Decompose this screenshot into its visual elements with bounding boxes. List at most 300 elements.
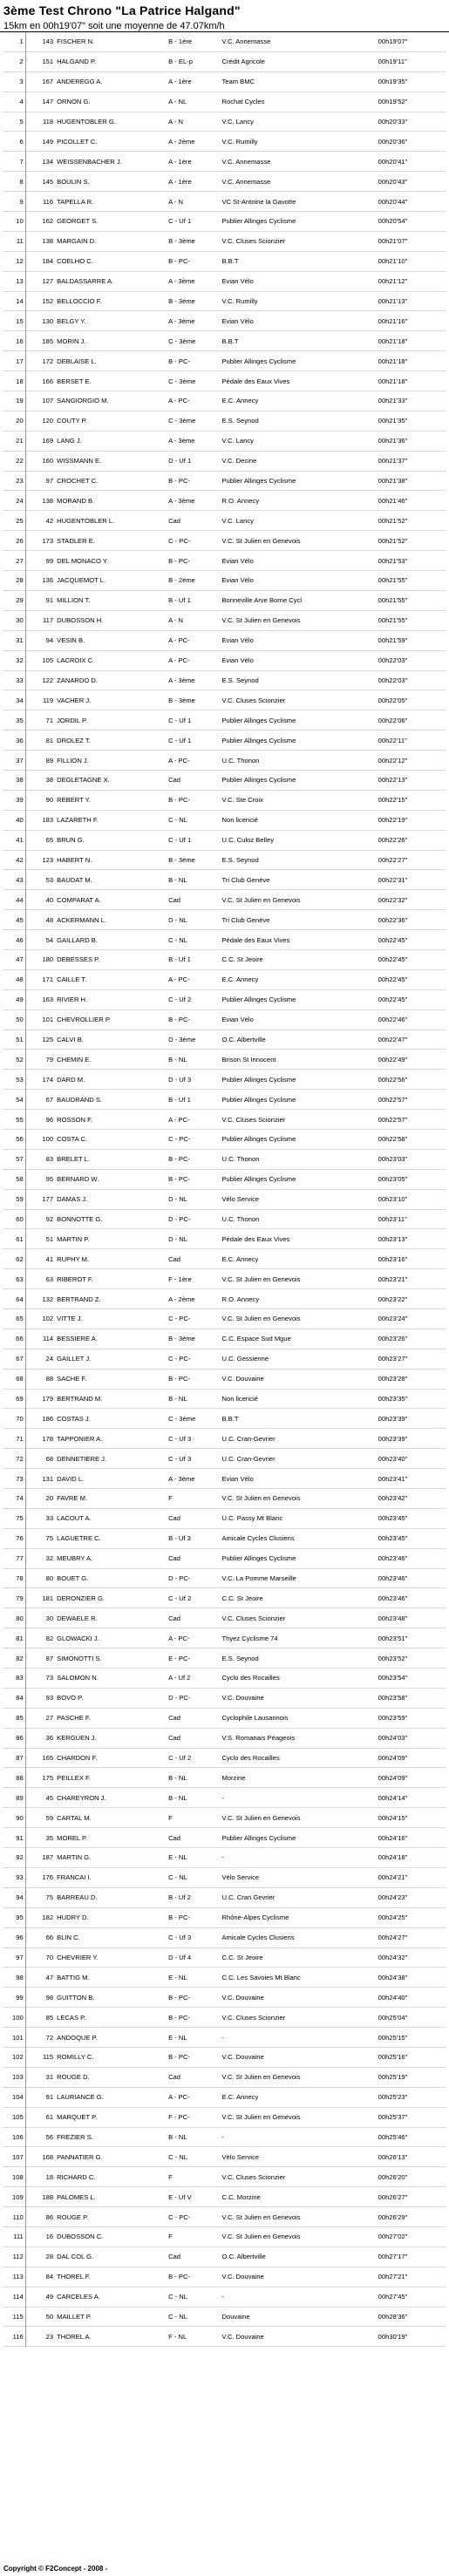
time-cell: 00h22'57" [378, 1115, 408, 1124]
club-cell: U.C. Cran-Gevrier [221, 1454, 276, 1463]
club-cell: Publier Allinges Cyclisme [221, 1554, 296, 1563]
category-cell: C - Uf 3 [168, 1434, 192, 1443]
category-cell: C - Uf 1 [168, 217, 192, 226]
rider-name-cell: COUTY P. [57, 417, 87, 425]
club-cell: Cyclo des Rocailles [221, 1674, 280, 1682]
table-row [3, 670, 446, 690]
bib-cell: 188 [42, 2192, 54, 2201]
rank-cell: 62 [3, 1249, 25, 1269]
rider-name-cell: DEBESSES P. [57, 955, 100, 964]
club-cell: V.C. Lancy [221, 516, 254, 525]
club-cell: Publier Allinges Cyclisme [221, 357, 296, 365]
bib-cell: 61 [45, 2113, 54, 2122]
club-cell: Vélo Service [221, 1873, 260, 1882]
bib-cell: 118 [43, 118, 54, 126]
bib-cell: 38 [45, 776, 54, 785]
time-cell: 00h22'47" [378, 1035, 408, 1043]
rank-cell: 70 [3, 1409, 25, 1429]
bib-cell: 32 [45, 1554, 54, 1563]
club-cell: Non licencié [221, 1395, 258, 1403]
rider-name-cell: HUGENTOBLER G. [57, 118, 116, 126]
category-cell: A - 3ème [168, 277, 195, 286]
bib-cell: 98 [45, 1993, 54, 2002]
table-row [3, 1867, 446, 1887]
table-row [3, 1229, 446, 1249]
table-row [3, 890, 446, 910]
time-cell: 00h24'16" [378, 1833, 408, 1842]
time-cell: 00h25'23" [378, 2093, 408, 2102]
rank-cell: 92 [3, 1848, 25, 1868]
category-cell: A - Uf 2 [168, 1674, 191, 1682]
category-cell: B - 2ème [168, 576, 195, 585]
club-cell: Publier Allinges Cyclisme [221, 217, 296, 226]
club-cell: Evian Vélo [221, 1474, 254, 1483]
bib-cell: 40 [45, 895, 54, 904]
category-cell: A - 3ème [168, 316, 195, 325]
rank-cell: 12 [3, 251, 25, 271]
club-cell: - [221, 2293, 225, 2301]
table-row [3, 1988, 446, 2008]
bib-cell: 178 [42, 1434, 54, 1443]
bib-cell: 186 [42, 1414, 54, 1423]
bib-cell: 149 [42, 137, 54, 146]
time-cell: 00h21'53" [378, 556, 408, 565]
bib-cell: 36 [45, 1734, 54, 1743]
club-cell: V.C. Douvaine [221, 2053, 264, 2062]
table-row [3, 731, 446, 751]
time-cell: 00h21'07" [378, 237, 408, 246]
category-cell: B - Uf 1 [168, 1095, 191, 1104]
rank-cell: 52 [3, 1050, 25, 1070]
time-cell: 00h27'02" [378, 2233, 408, 2241]
rank-cell: 116 [3, 2327, 25, 2347]
table-row [3, 1110, 446, 1130]
table-row [3, 1808, 446, 1828]
rider-name-cell: MARGAIN D. [57, 237, 97, 246]
time-cell: 00h23'39" [378, 1434, 408, 1443]
rank-cell: 114 [3, 2287, 25, 2307]
category-cell: F - NL [168, 2332, 187, 2341]
time-cell: 00h22'58" [378, 1135, 408, 1144]
time-cell: 00h22'56" [378, 1075, 408, 1084]
time-cell: 00h23'27" [378, 1355, 408, 1363]
table-row [3, 2047, 446, 2067]
category-cell: F [168, 1494, 173, 1503]
rank-cell: 64 [3, 1289, 25, 1309]
rider-name-cell: FREZIER S. [57, 2132, 93, 2141]
rank-cell: 58 [3, 1169, 25, 1189]
table-row [3, 1788, 446, 1808]
club-cell: V.C. Cluses Scionzier [221, 696, 286, 704]
rank-cell: 35 [3, 710, 25, 731]
bib-cell: 33 [45, 1514, 54, 1523]
rank-cell: 81 [3, 1628, 25, 1648]
table-row [3, 2207, 446, 2227]
rank-cell: 38 [3, 770, 25, 790]
bib-cell: 41 [45, 1254, 54, 1263]
rider-name-cell: MARTIN G. [57, 1853, 92, 1862]
table-row [3, 930, 446, 950]
rider-name-cell: VITTE J. [57, 1315, 83, 1323]
time-cell: 00h25'15" [378, 2033, 408, 2042]
time-cell: 00h24'09" [378, 1754, 408, 1763]
rank-cell: 24 [3, 491, 25, 511]
rank-cell: 71 [3, 1429, 25, 1449]
table-row [3, 1349, 446, 1369]
table-row [3, 1389, 446, 1409]
time-cell: 00h22'03" [378, 656, 408, 665]
club-cell: Evian Vélo [221, 576, 254, 585]
time-cell: 00h27'17" [378, 2253, 408, 2261]
rider-name-cell: GLOWACKI J. [57, 1634, 99, 1642]
rank-cell: 44 [3, 890, 25, 910]
rank-cell: 19 [3, 391, 25, 411]
club-cell: - [221, 2033, 225, 2042]
rider-name-cell: FRANCAI I. [57, 1873, 92, 1882]
category-cell: C - Uf 1 [168, 736, 192, 744]
category-cell: A - PC- [168, 1115, 190, 1124]
category-cell: E - NL [168, 1973, 187, 1981]
table-row [3, 1149, 446, 1169]
rider-name-cell: LACROIX C. [57, 656, 95, 665]
category-cell: E - Uf V [168, 2192, 192, 2201]
time-cell: 00h22'45" [378, 975, 408, 984]
club-cell: V.C. St Julien en Genevois [221, 1494, 301, 1503]
club-cell: Publier Allinges Cyclisme [221, 996, 296, 1004]
table-row [3, 1269, 446, 1289]
category-cell: A - PC- [168, 975, 190, 984]
rank-cell: 84 [3, 1688, 25, 1708]
club-cell: R.O. Annecy [221, 1295, 260, 1303]
rider-name-cell: DAMAS J. [57, 1195, 88, 1204]
club-cell: U.C. Thonon [221, 1214, 260, 1223]
time-cell: 00h23'35" [378, 1395, 408, 1403]
category-cell: B - PC- [168, 1993, 190, 2002]
table-row [3, 751, 446, 771]
category-cell: A - 3ème [168, 496, 195, 505]
time-cell: 00h24'15" [378, 1813, 408, 1822]
table-row [3, 969, 446, 989]
bib-cell: 143 [42, 37, 54, 46]
bib-cell: 59 [45, 1813, 54, 1822]
time-cell: 00h30'19" [378, 2332, 408, 2341]
club-cell: Evian Vélo [221, 1016, 254, 1024]
category-cell: B - PC- [168, 2013, 190, 2022]
table-row [3, 810, 446, 830]
rank-cell: 53 [3, 1070, 25, 1090]
rider-name-cell: MEUBRY A. [57, 1554, 93, 1563]
time-cell: 00h23'21" [378, 1274, 408, 1283]
rank-cell: 75 [3, 1508, 25, 1528]
club-cell: V.C. Cluses Scionzier [221, 2172, 286, 2181]
time-cell: 00h23'39" [378, 1414, 408, 1423]
rider-name-cell: BOUET G. [57, 1574, 89, 1583]
category-cell: B - PC- [168, 2273, 190, 2281]
rider-name-cell: HALGAND P. [57, 58, 97, 66]
club-cell: U.C. Gessienne [221, 1355, 269, 1363]
table-row [3, 1628, 446, 1648]
club-cell: E.S. Seynod [221, 417, 259, 425]
time-cell: 00h24'21" [378, 1873, 408, 1882]
club-cell: Rochat Cycles [221, 98, 265, 106]
bib-cell: 160 [42, 457, 54, 466]
time-cell: 00h20'44" [378, 197, 408, 206]
bib-cell: 182 [42, 1913, 54, 1922]
bib-cell: 42 [45, 516, 54, 525]
time-cell: 00h24'09" [378, 1773, 408, 1782]
club-cell: Cyclophile Lausannois [221, 1714, 289, 1723]
rank-cell: 14 [3, 291, 25, 311]
club-cell: R.O. Annecy [221, 496, 260, 505]
category-cell: Cad [168, 2253, 181, 2261]
rider-name-cell: SALOMON N. [57, 1674, 99, 1682]
rider-name-cell: BONNOTTE G. [57, 1214, 103, 1223]
rider-name-cell: VESIN B. [57, 636, 85, 645]
bib-cell: 119 [43, 696, 54, 704]
rider-name-cell: COSTA C. [57, 1135, 88, 1144]
category-cell: C - 3ème [168, 417, 196, 425]
club-cell: U.C. Cran-Gevrier [221, 1434, 276, 1443]
rider-name-cell: PEILLEX F. [57, 1773, 91, 1782]
club-cell: C.C. Espace Sud Mgue [221, 1335, 291, 1343]
bib-cell: 94 [45, 636, 54, 645]
table-row [3, 1907, 446, 1927]
category-cell: A - 2ème [168, 137, 195, 146]
table-row [3, 2107, 446, 2127]
bib-cell: 166 [42, 377, 54, 385]
club-cell: V.C. Lancy [221, 437, 254, 445]
rank-cell: 82 [3, 1648, 25, 1669]
rank-cell: 80 [3, 1608, 25, 1628]
rider-name-cell: LECAS P. [57, 2013, 86, 2022]
bib-cell: 105 [42, 656, 54, 665]
bib-cell: 187 [42, 1853, 54, 1862]
table-row [3, 1588, 446, 1608]
bib-cell: 27 [45, 1714, 54, 1723]
category-cell: F [168, 1813, 173, 1822]
table-row [3, 1608, 446, 1628]
rank-cell: 30 [3, 610, 25, 630]
club-cell: V.S. Romanais Péageois [221, 1734, 296, 1743]
time-cell: 00h23'13" [378, 1234, 408, 1243]
rider-name-cell: FILLION J. [57, 756, 89, 765]
rider-name-cell: LANG J. [57, 437, 82, 445]
bib-cell: 102 [42, 1315, 54, 1323]
club-cell: V.C. Cluses Scionzier [221, 1115, 286, 1124]
time-cell: 00h24'03" [378, 1734, 408, 1743]
rank-cell: 36 [3, 731, 25, 751]
table-row [3, 1009, 446, 1030]
category-cell: C - 3ème [168, 377, 196, 385]
rider-name-cell: REBERT Y. [57, 796, 91, 805]
club-cell: V.C. St Julien en Genevois [221, 1315, 301, 1323]
bib-cell: 107 [42, 397, 54, 405]
rider-name-cell: BERNARD W. [57, 1175, 99, 1184]
club-cell: V.C. St Julien en Genevois [221, 536, 301, 545]
time-cell: 00h21'10" [378, 257, 408, 266]
rider-name-cell: GEORGET S. [57, 217, 99, 226]
table-row [3, 212, 446, 232]
table-row [3, 1828, 446, 1848]
club-cell: V.C. Douvaine [221, 1993, 264, 2002]
rider-name-cell: BELGY Y. [57, 316, 86, 325]
table-row [3, 1369, 446, 1389]
time-cell: 00h28'36" [378, 2312, 408, 2321]
rider-name-cell: CAILLE T. [57, 975, 87, 984]
rider-name-cell: DAVID L. [57, 1474, 85, 1483]
bib-cell: 163 [42, 996, 54, 1004]
bib-cell: 173 [42, 536, 54, 545]
time-cell: 00h22'32" [378, 895, 408, 904]
time-cell: 00h26'20" [378, 2172, 408, 2181]
club-cell: Tri Club Genève [221, 915, 270, 924]
bib-cell: 145 [42, 177, 54, 186]
rank-cell: 95 [3, 1907, 25, 1927]
table-row [3, 51, 446, 71]
time-cell: 00h22'06" [378, 716, 408, 724]
club-cell: Amicale Cycles Clusiens [221, 1534, 295, 1543]
table-row [3, 1768, 446, 1788]
rank-cell: 55 [3, 1110, 25, 1130]
rank-cell: 73 [3, 1469, 25, 1489]
rider-name-cell: CARCELES A. [57, 2293, 100, 2301]
rank-cell: 94 [3, 1887, 25, 1907]
time-cell: 00h21'13" [378, 297, 408, 306]
category-cell: A - 1ère [168, 78, 192, 86]
table-row [3, 1030, 446, 1050]
rank-cell: 110 [3, 2207, 25, 2227]
rider-name-cell: CHARDON F. [57, 1754, 98, 1763]
time-cell: 00h23'45" [378, 1534, 408, 1543]
time-cell: 00h24'27" [378, 1934, 408, 1942]
rider-name-cell: PALOMES L. [57, 2192, 96, 2201]
category-cell: B - PC- [168, 556, 190, 565]
club-cell: E.C. Annecy [221, 397, 259, 405]
rank-cell: 50 [3, 1009, 25, 1030]
category-cell: B - NL [168, 875, 187, 884]
rank-cell: 10 [3, 212, 25, 232]
bib-cell: 75 [45, 1893, 54, 1902]
time-cell: 00h25'37" [378, 2113, 408, 2122]
rank-cell: 16 [3, 331, 25, 351]
rank-cell: 9 [3, 192, 25, 212]
category-cell: Cad [168, 516, 181, 525]
table-row [3, 910, 446, 930]
time-cell: 00h23'16" [378, 1254, 408, 1263]
club-cell: Douvaine [221, 2312, 250, 2321]
rank-cell: 86 [3, 1728, 25, 1748]
rank-cell: 54 [3, 1090, 25, 1110]
bib-cell: 31 [45, 2073, 54, 2082]
category-cell: B - 3ème [168, 237, 195, 246]
time-cell: 00h24'32" [378, 1953, 408, 1961]
rider-name-cell: RICHARD C. [57, 2172, 96, 2181]
category-cell: C - NL [168, 935, 188, 944]
category-cell: B - 1ère [168, 37, 193, 46]
time-cell: 00h23'46" [378, 1594, 408, 1602]
rider-name-cell: ACKERMANN L. [57, 915, 107, 924]
rank-cell: 32 [3, 650, 25, 670]
rider-name-cell: BLIN C. [57, 1934, 80, 1942]
category-cell: A - 2ème [168, 1295, 195, 1303]
category-cell: A - N [168, 616, 183, 625]
bib-cell: 79 [45, 1055, 54, 1064]
bib-cell: 131 [42, 1474, 54, 1483]
club-cell: U.C. Cran Gevrier [221, 1893, 276, 1902]
bib-cell: 152 [42, 297, 54, 306]
rank-cell: 56 [3, 1129, 25, 1149]
table-row [3, 1409, 446, 1429]
category-cell: B - 3ème [168, 696, 195, 704]
rider-name-cell: GUITTON B. [57, 1993, 95, 2002]
club-cell: V.C. Rumilly [221, 137, 258, 146]
table-row [3, 630, 446, 650]
bib-cell: 138 [42, 237, 54, 246]
time-cell: 00h23'40" [378, 1454, 408, 1463]
bib-cell: 168 [42, 2152, 54, 2161]
time-cell: 00h23'48" [378, 1614, 408, 1622]
category-cell: D - PC- [168, 1214, 191, 1223]
rank-cell: 43 [3, 870, 25, 890]
table-row [3, 1129, 446, 1149]
club-cell: Publier Allinges Cyclisme [221, 1175, 296, 1184]
category-cell: Cad [168, 2073, 181, 2082]
time-cell: 00h19'35" [378, 78, 408, 86]
rank-cell: 45 [3, 910, 25, 930]
bib-cell: 171 [42, 975, 54, 984]
table-row [3, 610, 446, 630]
rank-cell: 25 [3, 511, 25, 531]
bib-cell: 65 [45, 836, 54, 845]
rider-name-cell: BATTIG M. [57, 1973, 90, 1981]
rank-cell: 87 [3, 1748, 25, 1768]
category-cell: B - PC- [168, 1155, 190, 1164]
bib-cell: 28 [45, 2253, 54, 2261]
time-cell: 00h22'19" [378, 816, 408, 825]
club-cell: Publier Allinges Cyclisme [221, 1095, 296, 1104]
time-cell: 00h22'49" [378, 1055, 408, 1064]
time-cell: 00h22'05" [378, 696, 408, 704]
club-cell: Non licencié [221, 816, 258, 825]
club-cell: V.C. St Julien en Genevois [221, 1274, 301, 1283]
table-row [3, 2087, 446, 2107]
time-cell: 00h21'37" [378, 457, 408, 466]
club-cell: Crédit Agricole [221, 58, 265, 66]
rank-cell: 100 [3, 2008, 25, 2028]
category-cell: A - 3ème [168, 676, 195, 684]
rider-name-cell: JORDIL P. [57, 716, 88, 724]
table-row [3, 1449, 446, 1469]
club-cell: V.C. Douvaine [221, 2273, 264, 2281]
table-row [3, 451, 446, 471]
club-cell: C.C. St Jeoire [221, 1953, 263, 1961]
table-row [3, 2028, 446, 2048]
club-cell: B.B.T [221, 1414, 239, 1423]
club-cell: Publier Allinges Cyclisme [221, 1833, 296, 1842]
club-cell: V.C. Decine [221, 457, 257, 466]
club-cell: C.C. Morzine [221, 2192, 261, 2201]
category-cell: Cad [168, 1514, 181, 1523]
time-cell: 00h21'55" [378, 576, 408, 585]
bib-cell: 93 [45, 1694, 54, 1703]
time-cell: 00h23'10" [378, 1195, 408, 1204]
category-cell: C - PC- [168, 1355, 191, 1363]
rider-name-cell: BERSET E. [57, 377, 92, 385]
rank-cell: 96 [3, 1927, 25, 1947]
category-cell: C - PC- [168, 1315, 191, 1323]
category-cell: C - NL [168, 2152, 188, 2161]
bib-cell: 91 [45, 2093, 54, 2102]
